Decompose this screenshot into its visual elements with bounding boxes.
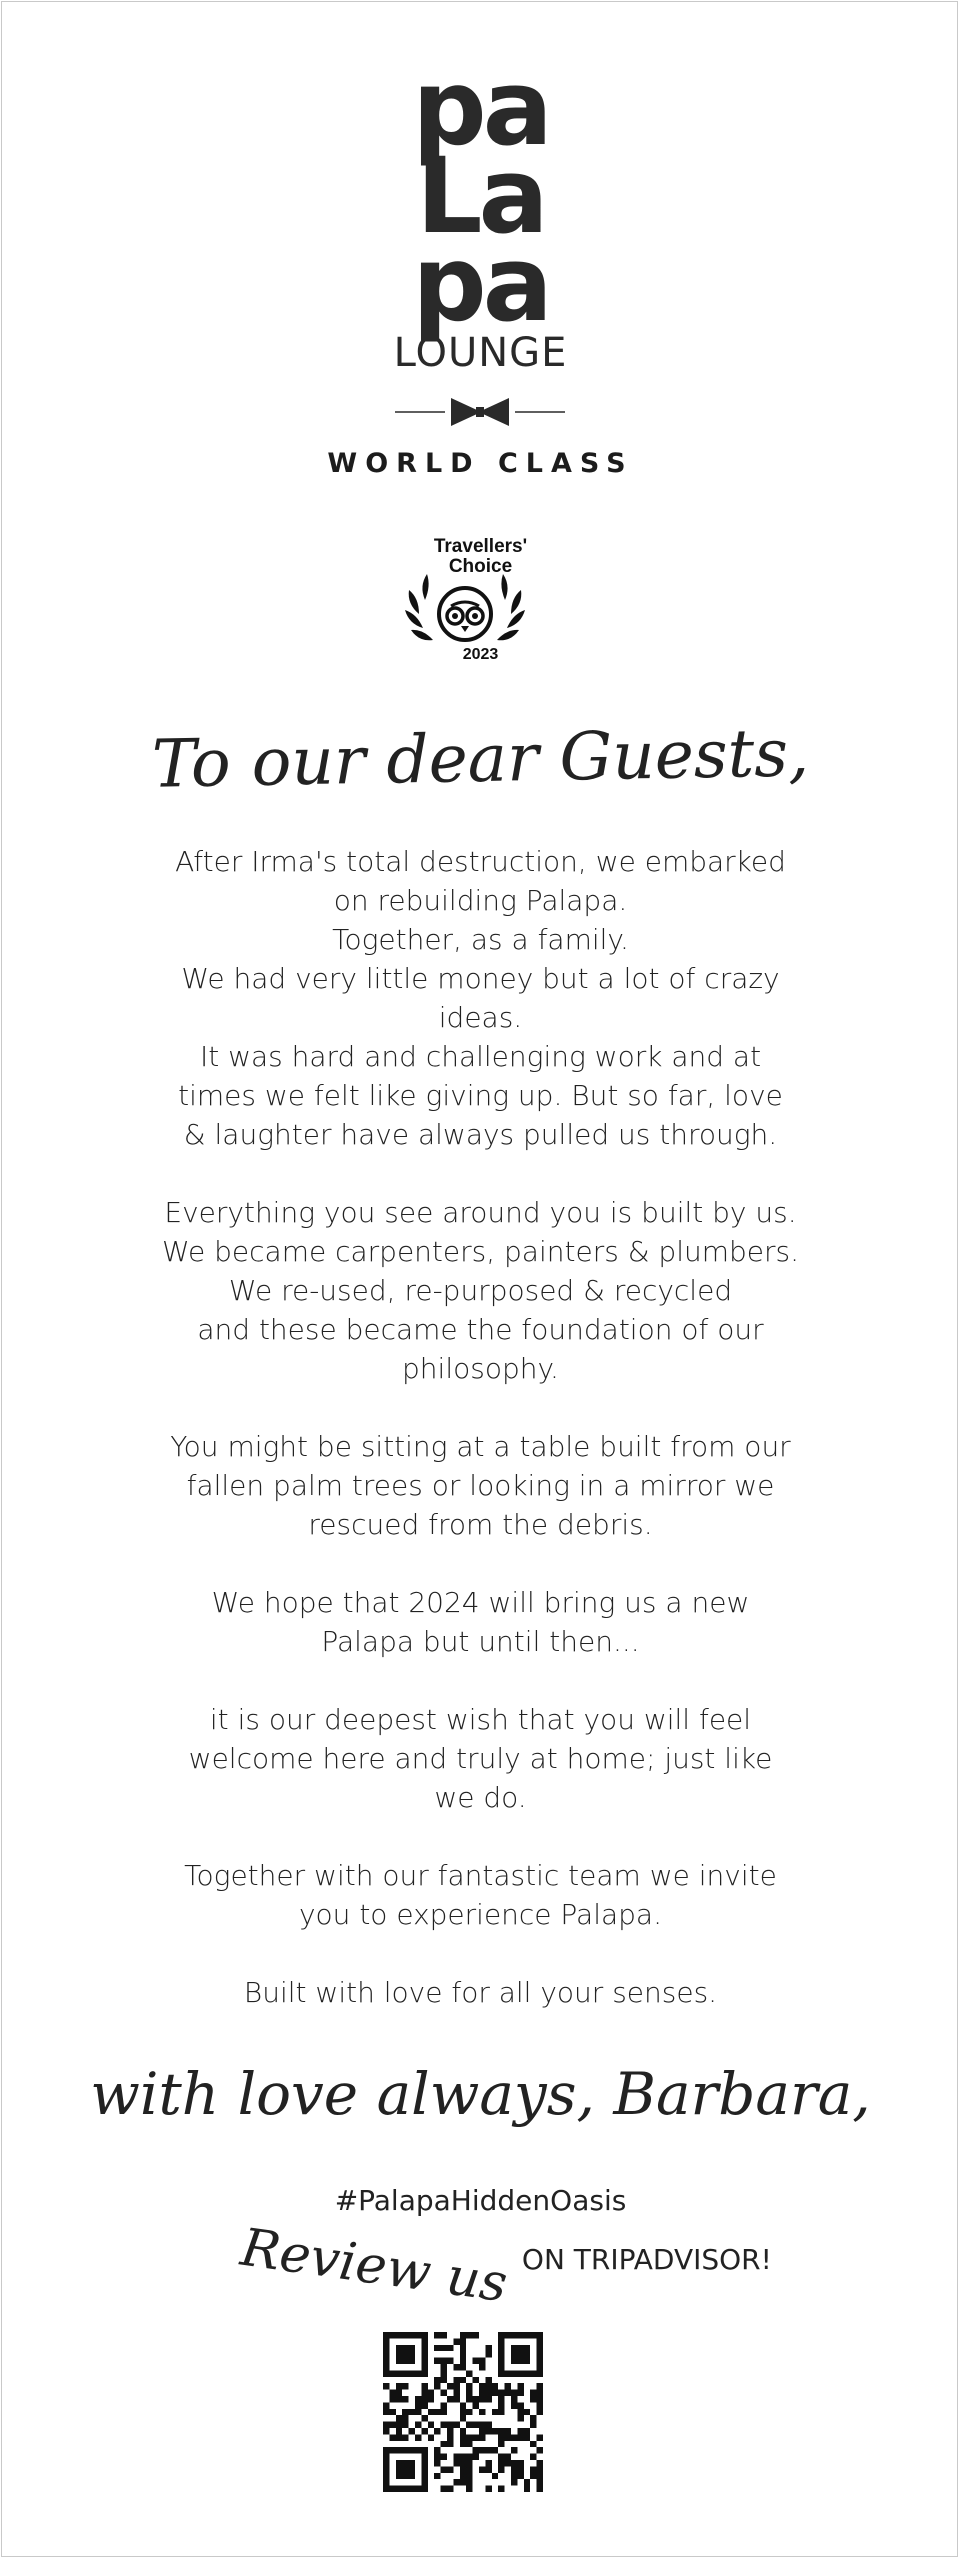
letter-line: We re-used, re-purposed & recycled [228,1274,733,1307]
letter-line: Together, as a family. [332,923,629,956]
letter-line: rescued from the debris. [308,1508,653,1541]
letter-line: Everything you see around you is built by us. [164,1196,797,1229]
bowtie-icon [395,392,565,432]
logo-subtitle: LOUNGE [393,330,568,376]
letter-line: welcome here and truly at home; just like [188,1742,773,1775]
letter-line: fallen palm trees or looking in a mirror we [186,1469,775,1502]
letter-line: After Irma's total destruction, we embarked [175,845,786,878]
award-year: 2023 [462,646,499,663]
letter-line: Together with our fantastic team we invite [184,1859,777,1892]
letter-line: We became carpenters, painters & plumbers. [161,1235,799,1268]
palapa-logo [0,47,961,345]
paragraph-spacer [0,1661,961,1700]
logo-line-3: pa [412,223,549,345]
paragraph-spacer [0,1154,961,1193]
letter-line: we do. [434,1781,527,1814]
logo-line-1: pa [412,47,549,169]
paragraph-spacer [0,1817,961,1856]
world-class-tagline: WORLD CLASS [327,448,634,479]
review-script-text: Review us [237,2217,511,2315]
greeting-heading: To our dear Guests, [151,714,810,803]
letter-line: times we felt like giving up. But so far, love [178,1079,783,1112]
letter-line: Palapa but until then... [321,1625,640,1658]
award-title-line-2: Choice [448,556,513,577]
letter-line: it is our deepest wish that you will feel [209,1703,752,1736]
letter-line: It was hard and challenging work and at [199,1040,762,1073]
letter-line: and these became the foundation of our [197,1313,764,1346]
review-caps-text: ON TRIPADVISOR! [521,2243,772,2276]
letter-line: philosophy. [402,1352,559,1385]
letter-line: & laughter have always pulled us through. [183,1118,778,1151]
letter-line: you to experience Palapa. [298,1898,662,1931]
letter-line: on rebuilding Palapa. [333,884,628,917]
signoff-signature: with love always, Barbara, [90,2060,871,2128]
paragraph-spacer [0,1934,961,1973]
letter-line: ideas. [438,1001,523,1034]
paragraph-spacer [0,1544,961,1583]
qr-code-icon[interactable] [383,2332,543,2492]
letter-line: We had very little money but a lot of crazy [181,962,780,995]
letter-line: We hope that 2024 will bring us a new [211,1586,750,1619]
letter-line: Built with love for all your senses. [243,1976,718,2009]
award-title-line-1: Travellers' [433,536,528,557]
logo-line-2: La [416,135,545,257]
letter-line: You might be sitting at a table built from our [170,1430,791,1463]
review-call-to-action [237,2217,772,2315]
hashtag-text: #PalapaHiddenOasis [334,2184,627,2217]
paragraph-spacer [0,1388,961,1427]
letter-body [0,842,961,2012]
